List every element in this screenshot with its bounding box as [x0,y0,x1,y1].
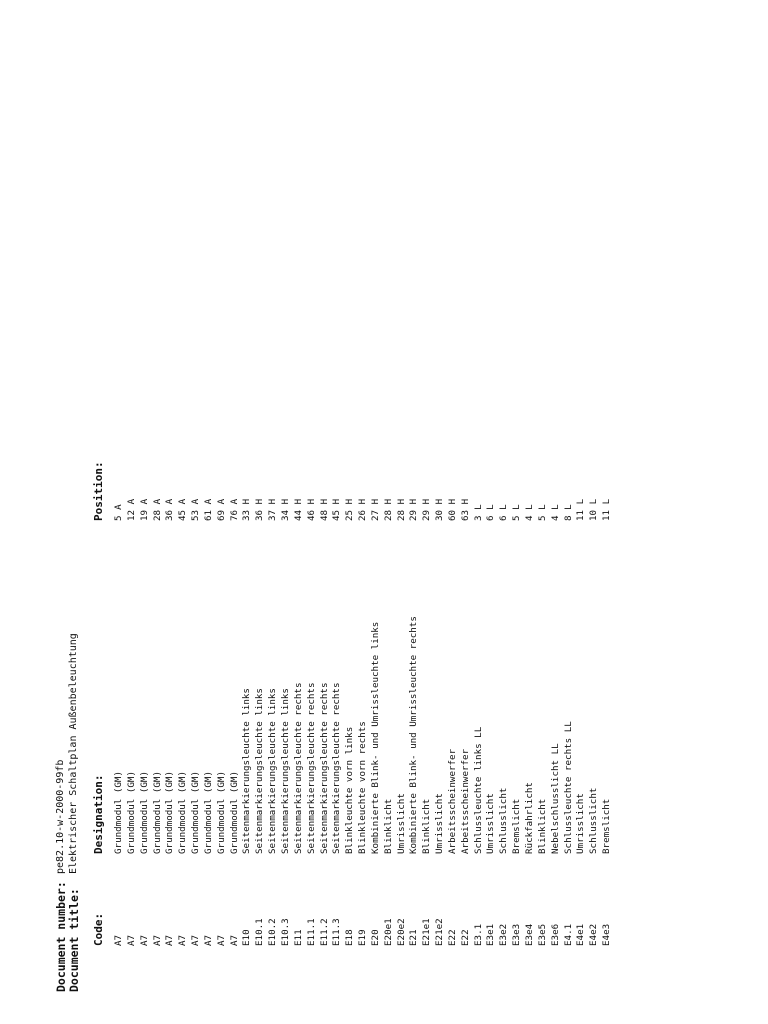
row-position: 44 H [292,498,304,521]
row-code: A7 [125,934,137,946]
row-code: E4e1 [575,923,587,946]
row-designation: Umrisslicht [575,793,587,854]
row-designation: Seitenmarkierungsleuchte rechts [305,682,317,854]
row-code: E4e2 [588,923,600,946]
row-code: E4e3 [601,923,613,946]
table-row [254,0,267,1024]
row-position: 37 H [267,498,279,521]
row-position: 4 L [524,504,535,521]
row-code: E20e1 [382,918,394,946]
table-row [408,0,421,1024]
row-position: 10 L [588,498,600,521]
table-row [563,0,576,1024]
row-position: 19 A [138,498,150,521]
row-position: 28 A [151,498,163,521]
table-row [511,0,524,1024]
row-designation: Schlussleuchte links LL [472,726,484,854]
table-row [113,0,126,1024]
row-designation: Arbeitsscheinwerfer [459,748,471,854]
row-code: E3e5 [536,923,548,946]
table-row [357,0,370,1024]
row-position: 3 L [472,504,484,521]
row-position: 33 H [241,498,253,521]
table-row [203,0,216,1024]
table-row [139,0,152,1024]
row-position: 11 L [575,498,587,521]
row-code: E21e2 [434,918,446,946]
row-position: 5 A [113,504,124,521]
row-position: 36 H [254,498,266,521]
row-code: E3e2 [498,923,510,946]
row-position: 26 H [357,498,369,521]
table-row [331,0,344,1024]
row-designation: Grundmodul (GM) [202,771,214,854]
row-designation: Blinkleuchte vorn rechts [357,721,369,854]
row-designation: Kombinierte Blink- und Umrissleuchte rechts [408,616,420,854]
row-code: E11.1 [305,918,317,946]
row-position: 36 A [164,498,176,521]
row-code: E18 [344,929,356,946]
table-row [498,0,511,1024]
table-row [524,0,537,1024]
row-code: E3e3 [511,923,523,946]
row-code: E3.1 [472,923,484,946]
row-code: A7 [113,934,124,946]
row-code: E10.3 [279,918,291,946]
component-table [113,0,614,1024]
row-designation: Blinkleuchte vorn links [344,726,356,854]
row-position: 76 A [228,498,240,521]
row-code: A7 [151,934,163,946]
row-position: 29 H [408,498,420,521]
row-designation: Seitenmarkierungsleuchte links [279,688,291,854]
row-position: 4 L [549,504,561,521]
row-designation: Grundmodul (GM) [215,771,227,854]
row-designation: Bremslicht [511,798,523,854]
row-code: E22 [446,929,458,946]
row-position: 34 H [279,498,291,521]
row-position: 45 A [177,498,189,521]
row-code: E11 [292,929,304,946]
table-row [588,0,601,1024]
table-row [460,0,473,1024]
row-position: 5 L [536,504,548,521]
row-code: E10.2 [267,918,279,946]
row-designation: Rückfahrlicht [524,782,535,854]
table-row [383,0,396,1024]
row-code: E11.2 [318,918,330,946]
position-column-header: Position: [92,461,105,521]
row-designation: Bremslicht [601,798,613,854]
table-row [485,0,498,1024]
row-position: 5 L [511,504,523,521]
row-designation: Grundmodul (GM) [177,771,189,854]
row-position: 45 H [331,498,343,521]
row-position: 46 H [305,498,317,521]
row-designation: Schlusslicht [588,787,600,854]
table-row [152,0,165,1024]
row-designation: Grundmodul (GM) [125,771,137,854]
table-row [267,0,280,1024]
row-designation: Umrisslicht [395,793,407,854]
table-row [241,0,254,1024]
row-designation: Seitenmarkierungsleuchte links [267,688,279,854]
row-designation: Grundmodul (GM) [190,771,202,854]
row-code: A7 [215,934,227,946]
row-position: 61 A [202,498,214,521]
row-code: A7 [164,934,176,946]
row-designation: Nebelschlusslicht LL [549,743,561,854]
row-designation: Umrisslicht [434,793,446,854]
row-designation: Grundmodul (GM) [151,771,163,854]
row-position: 69 A [215,498,227,521]
doc-number-label: Document number: [54,881,68,992]
row-designation: Blinklicht [382,798,394,854]
table-row [370,0,383,1024]
row-position: 25 H [344,498,356,521]
row-designation: Arbeitsscheinwerfer [446,748,458,854]
row-designation: Schlussleuchte rechts LL [562,721,574,854]
row-code: A7 [202,934,214,946]
row-code: A7 [138,934,150,946]
row-code: A7 [190,934,202,946]
row-designation: Schlusslicht [498,787,510,854]
row-position: 27 H [369,498,381,521]
row-code: E22 [459,929,471,946]
row-designation: Grundmodul (GM) [228,771,240,854]
table-row [421,0,434,1024]
table-row [126,0,139,1024]
table-row [319,0,332,1024]
row-designation: Blinklicht [421,798,433,854]
table-row [293,0,306,1024]
table-row [447,0,460,1024]
row-code: A7 [228,934,240,946]
row-position: 12 A [125,498,137,521]
row-position: 53 A [190,498,202,521]
doc-title-label: Document title: [67,888,81,992]
table-row [434,0,447,1024]
row-code: E10 [241,929,253,946]
row-designation: Seitenmarkierungsleuchte rechts [292,682,304,854]
row-designation: Blinklicht [536,798,548,854]
row-designation: Grundmodul (GM) [113,771,124,854]
row-position: 28 H [382,498,394,521]
row-designation: Seitenmarkierungsleuchte rechts [331,682,343,854]
table-row [177,0,190,1024]
table-row [396,0,409,1024]
row-code: E21e1 [421,918,433,946]
code-column-header: Code: [92,912,105,946]
row-code: E10.1 [254,918,266,946]
doc-number-value: pe82.10-w-2000-99fb [55,759,66,874]
row-code: E3e4 [524,923,535,946]
row-position: 11 L [601,498,613,521]
row-designation: Seitenmarkierungsleuchte links [241,688,253,854]
row-code: E19 [357,929,369,946]
row-position: 28 H [395,498,407,521]
row-code: E3e6 [549,923,561,946]
row-designation: Seitenmarkierungsleuchte rechts [318,682,330,854]
table-row [537,0,550,1024]
row-position: 63 H [459,498,471,521]
doc-title-value: Elektrischer Schaltplan Außenbeleuchtung [68,633,79,874]
row-position: 29 H [421,498,433,521]
row-designation: Kombinierte Blink- und Umrissleuchte links [369,621,381,854]
row-designation: Umrisslicht [485,793,497,854]
row-position: 48 H [318,498,330,521]
row-code: A7 [177,934,189,946]
row-position: 60 H [446,498,458,521]
row-position: 6 L [498,504,510,521]
row-code: E20e2 [395,918,407,946]
row-position: 8 L [562,504,574,521]
row-designation: Grundmodul (GM) [164,771,176,854]
row-designation: Grundmodul (GM) [138,771,150,854]
row-code: E4.1 [562,923,574,946]
table-row [550,0,563,1024]
table-row [164,0,177,1024]
designation-column-header: Designation: [92,774,105,854]
row-code: E3e1 [485,923,497,946]
table-row [190,0,203,1024]
table-row [344,0,357,1024]
row-designation: Seitenmarkierungsleuchte links [254,688,266,854]
table-row [601,0,614,1024]
row-code: E11.3 [331,918,343,946]
table-row [473,0,486,1024]
row-code: E21 [408,929,420,946]
table-row [229,0,242,1024]
row-position: 6 L [485,504,497,521]
table-row [216,0,229,1024]
row-position: 30 H [434,498,446,521]
table-row [280,0,293,1024]
table-row [306,0,319,1024]
row-code: E20 [369,929,381,946]
table-row [575,0,588,1024]
